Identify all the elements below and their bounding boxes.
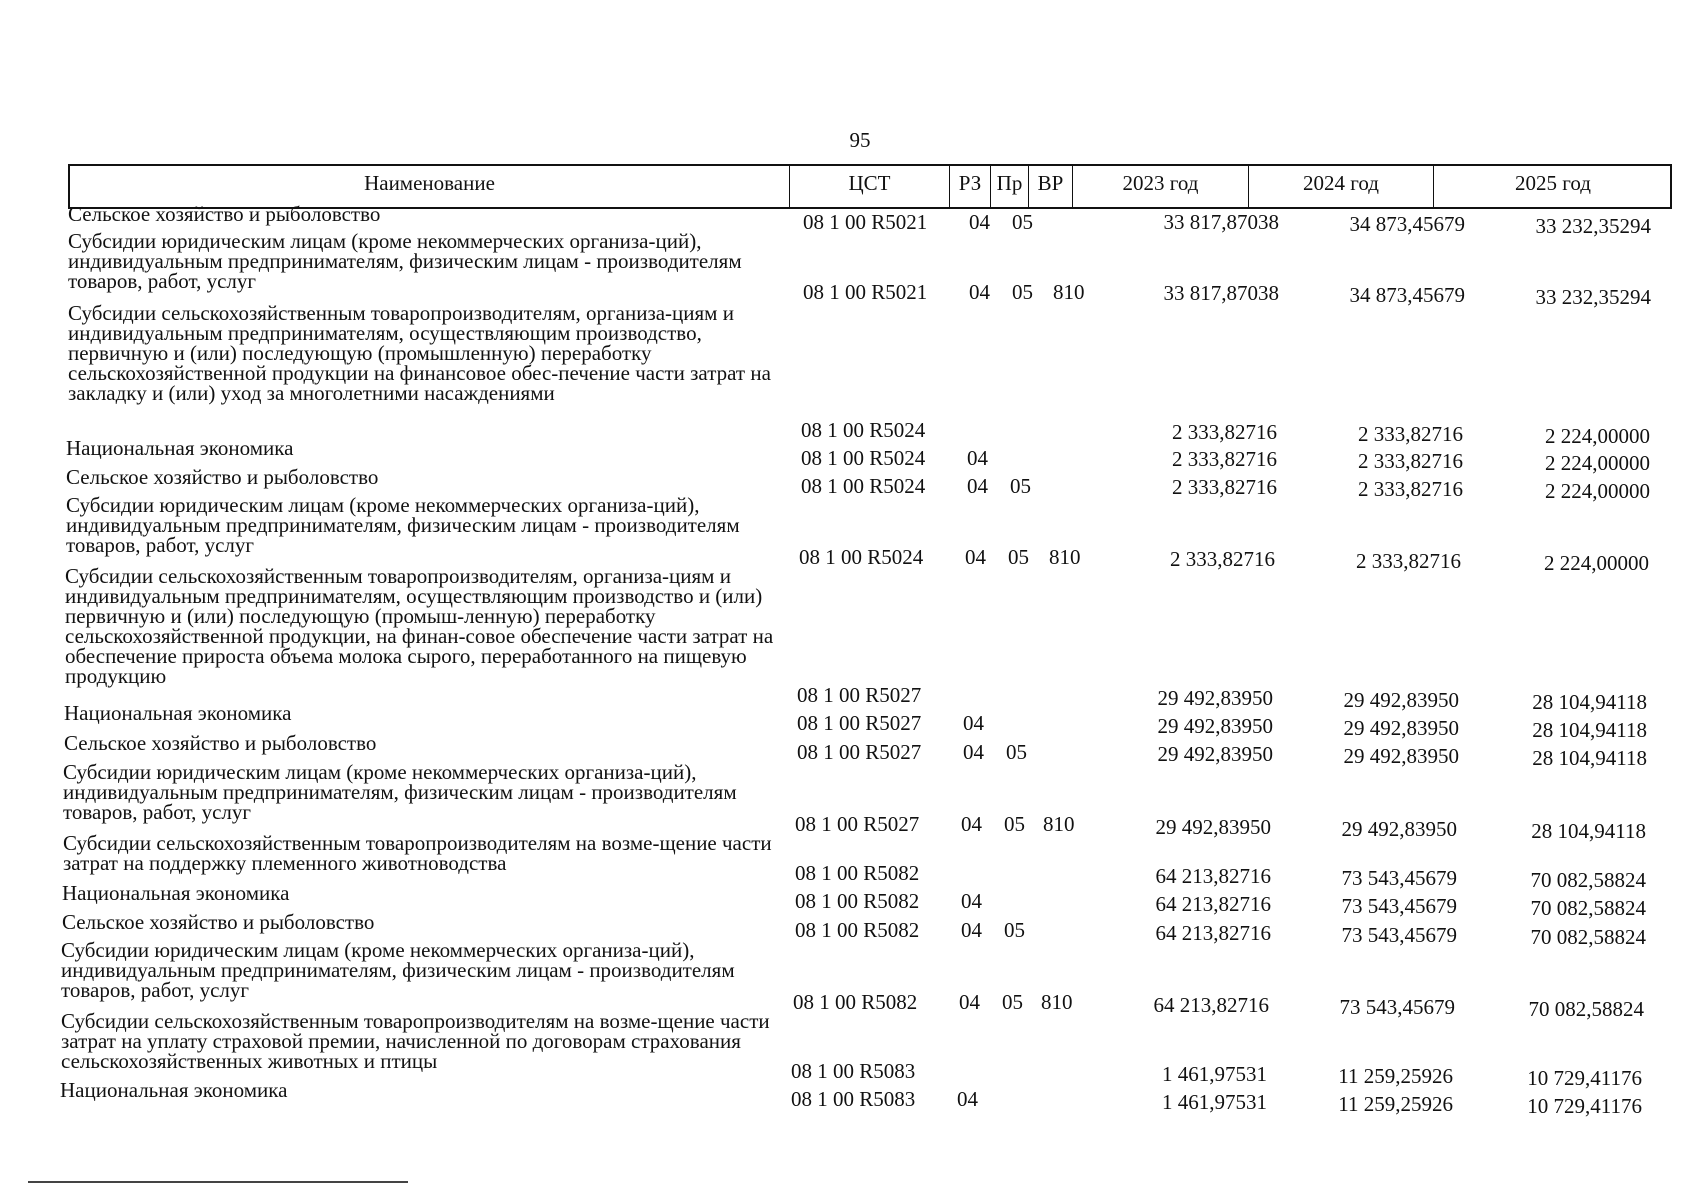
row-2023: 1 461,97531 <box>1162 1062 1267 1086</box>
row-2023: 2 333,82716 <box>1170 547 1275 571</box>
row-vr: 810 <box>1053 280 1085 304</box>
row-rz: 04 <box>969 280 990 304</box>
row-name: Субсидии юридическим лицам (кроме некоммерческих организа-ций), индивидуальным предпринимателям, физическим лицам - производителям товаров, работ, услуг <box>63 760 737 824</box>
row-rz: 04 <box>963 711 984 735</box>
row-cst: 08 1 00 R5083 <box>791 1059 916 1083</box>
row-2024: 2 333,82716 <box>1358 477 1463 501</box>
row-cst: 08 1 00 R5083 <box>791 1087 916 1111</box>
row-rz: 04 <box>965 545 986 569</box>
row-2024: 2 333,82716 <box>1358 422 1463 446</box>
row-rz: 04 <box>961 812 982 836</box>
row-rz: 04 <box>967 474 988 498</box>
row-2024: 73 543,45679 <box>1341 894 1457 918</box>
row-rz: 04 <box>959 990 980 1014</box>
row-rz: 04 <box>957 1087 978 1111</box>
header-cst: ЦСТ <box>789 166 949 207</box>
row-2024: 34 873,45679 <box>1349 283 1465 307</box>
row-2025: 10 729,41176 <box>1527 1094 1642 1118</box>
row-2025: 2 224,00000 <box>1545 479 1650 503</box>
row-rz: 04 <box>961 918 982 942</box>
row-pr: 05 <box>1008 545 1029 569</box>
row-2025: 2 224,00000 <box>1545 451 1650 475</box>
header-2023: 2023 год <box>1072 166 1248 207</box>
row-cst: 08 1 00 R5027 <box>797 711 922 735</box>
row-name: Национальная экономика <box>60 1078 288 1102</box>
row-name: Субсидии сельскохозяйственным товаропроизводителям, организа-циям и индивидуальным предпринимателям, осуществляющим производство, первичную и (или) последующую (промышленную) переработку сельскохозяйственной продукции на финансовое обес-печение части затрат на закладку и (или) уход за многолетними насаждениями <box>68 301 771 405</box>
row-pr: 05 <box>1004 918 1025 942</box>
row-rz: 04 <box>963 740 984 764</box>
row-2024: 29 492,83950 <box>1343 744 1459 768</box>
row-2023: 64 213,82716 <box>1155 921 1271 945</box>
row-pr: 05 <box>1012 210 1033 234</box>
row-cst: 08 1 00 R5082 <box>793 990 918 1014</box>
row-2025: 70 082,58824 <box>1530 896 1646 920</box>
row-cst: 08 1 00 R5024 <box>801 418 926 442</box>
row-2025: 10 729,41176 <box>1527 1066 1642 1090</box>
row-name: Субсидии сельскохозяйственным товаропроизводителям, организа-циям и индивидуальным предпринимателям, осуществляющим производство и (или) первичную и (или) последующую (промыш-ленную) переработку сельскохозяйственной продукции, на финан-совое обеспечение части затрат на обеспечение прироста объема молока сырого, переработанного на пищевую продукцию <box>65 564 774 688</box>
row-2023: 33 817,87038 <box>1163 281 1279 305</box>
row-2024: 29 492,83950 <box>1343 716 1459 740</box>
row-name: Субсидии сельскохозяйственным товаропроизводителям на возме-щение части затрат на поддержку племенного животноводства <box>63 831 772 875</box>
header-2024: 2024 год <box>1248 166 1433 207</box>
row-2025: 33 232,35294 <box>1535 285 1651 309</box>
footer-rule <box>28 1181 408 1183</box>
row-2023: 64 213,82716 <box>1155 892 1271 916</box>
row-name: Национальная экономика <box>64 701 292 725</box>
row-2025: 28 104,94118 <box>1531 819 1646 843</box>
row-2024: 73 543,45679 <box>1339 995 1455 1019</box>
row-2023: 29 492,83950 <box>1157 686 1273 710</box>
row-cst: 08 1 00 R5027 <box>797 683 922 707</box>
row-pr: 05 <box>1002 990 1023 1014</box>
row-rz: 04 <box>969 210 990 234</box>
row-2025: 70 082,58824 <box>1528 997 1644 1021</box>
row-pr: 05 <box>1012 280 1033 304</box>
row-2023: 64 213,82716 <box>1155 864 1271 888</box>
page-number: 95 <box>849 128 871 152</box>
header-2025: 2025 год <box>1433 166 1672 207</box>
row-pr: 05 <box>1004 812 1025 836</box>
row-2024: 73 543,45679 <box>1341 866 1457 890</box>
row-2025: 2 224,00000 <box>1545 424 1650 448</box>
header-pr: Пр <box>990 166 1028 207</box>
row-name: Сельское хозяйство и рыболовство <box>66 465 379 489</box>
row-rz: 04 <box>961 889 982 913</box>
row-vr: 810 <box>1049 545 1081 569</box>
row-2024: 2 333,82716 <box>1356 549 1461 573</box>
row-name: Субсидии юридическим лицам (кроме некоммерческих организа-ций), индивидуальным предпринимателям, физическим лицам - производителям товаров, работ, услуг <box>68 229 742 293</box>
row-2025: 70 082,58824 <box>1530 868 1646 892</box>
row-name: Субсидии юридическим лицам (кроме некоммерческих организа-ций), индивидуальным предпринимателям, физическим лицам - производителям товаров, работ, услуг <box>66 493 740 557</box>
row-2025: 28 104,94118 <box>1532 746 1647 770</box>
row-2025: 70 082,58824 <box>1530 925 1646 949</box>
row-2023: 33 817,87038 <box>1163 210 1279 234</box>
row-cst: 08 1 00 R5027 <box>797 740 922 764</box>
row-vr: 810 <box>1041 990 1073 1014</box>
row-pr: 05 <box>1010 474 1031 498</box>
row-2025: 28 104,94118 <box>1532 718 1647 742</box>
row-2023: 2 333,82716 <box>1172 420 1277 444</box>
header-name: Наименование <box>364 171 495 195</box>
row-rz: 04 <box>967 446 988 470</box>
row-cst: 08 1 00 R5082 <box>795 861 920 885</box>
row-cst: 08 1 00 R5024 <box>799 545 924 569</box>
row-name: Сельское хозяйство и рыболовство <box>62 910 375 934</box>
row-2023: 29 492,83950 <box>1157 714 1273 738</box>
row-cst: 08 1 00 R5082 <box>795 889 920 913</box>
row-cst: 08 1 00 R5082 <box>795 918 920 942</box>
row-name: Сельское хозяйство и рыболовство <box>64 731 377 755</box>
header-rz: РЗ <box>949 166 990 207</box>
row-2025: 2 224,00000 <box>1544 551 1649 575</box>
row-name: Сельское хозяйство и рыболовство <box>68 202 381 226</box>
row-cst: 08 1 00 R5021 <box>803 280 928 304</box>
row-cst: 08 1 00 R5024 <box>801 474 926 498</box>
row-pr: 05 <box>1006 740 1027 764</box>
row-name: Субсидии юридическим лицам (кроме некоммерческих организа-ций), индивидуальным предпринимателям, физическим лицам - производителям товаров, работ, услуг <box>61 938 735 1002</box>
row-name: Национальная экономика <box>66 436 294 460</box>
row-2024: 34 873,45679 <box>1349 212 1465 236</box>
row-2023: 2 333,82716 <box>1172 447 1277 471</box>
row-name: Субсидии сельскохозяйственным товаропроизводителям на возме-щение части затрат на уплату страховой премии, начисленной по договорам страхования сельскохозяйственных животных и птицы <box>61 1009 770 1073</box>
row-2024: 11 259,25926 <box>1338 1064 1453 1088</box>
row-2024: 29 492,83950 <box>1343 688 1459 712</box>
header-vr: ВР <box>1028 166 1072 207</box>
row-2023: 64 213,82716 <box>1153 993 1269 1017</box>
row-2023: 1 461,97531 <box>1162 1090 1267 1114</box>
row-2023: 29 492,83950 <box>1155 815 1271 839</box>
row-cst: 08 1 00 R5027 <box>795 812 920 836</box>
row-2024: 2 333,82716 <box>1358 449 1463 473</box>
row-name: Национальная экономика <box>62 881 290 905</box>
row-2024: 11 259,25926 <box>1338 1092 1453 1116</box>
row-vr: 810 <box>1043 812 1075 836</box>
row-2024: 29 492,83950 <box>1341 817 1457 841</box>
row-2025: 28 104,94118 <box>1532 690 1647 714</box>
row-cst: 08 1 00 R5021 <box>803 210 928 234</box>
row-cst: 08 1 00 R5024 <box>801 446 926 470</box>
row-2023: 2 333,82716 <box>1172 475 1277 499</box>
row-2023: 29 492,83950 <box>1157 742 1273 766</box>
row-2025: 33 232,35294 <box>1535 214 1651 238</box>
row-2024: 73 543,45679 <box>1341 923 1457 947</box>
